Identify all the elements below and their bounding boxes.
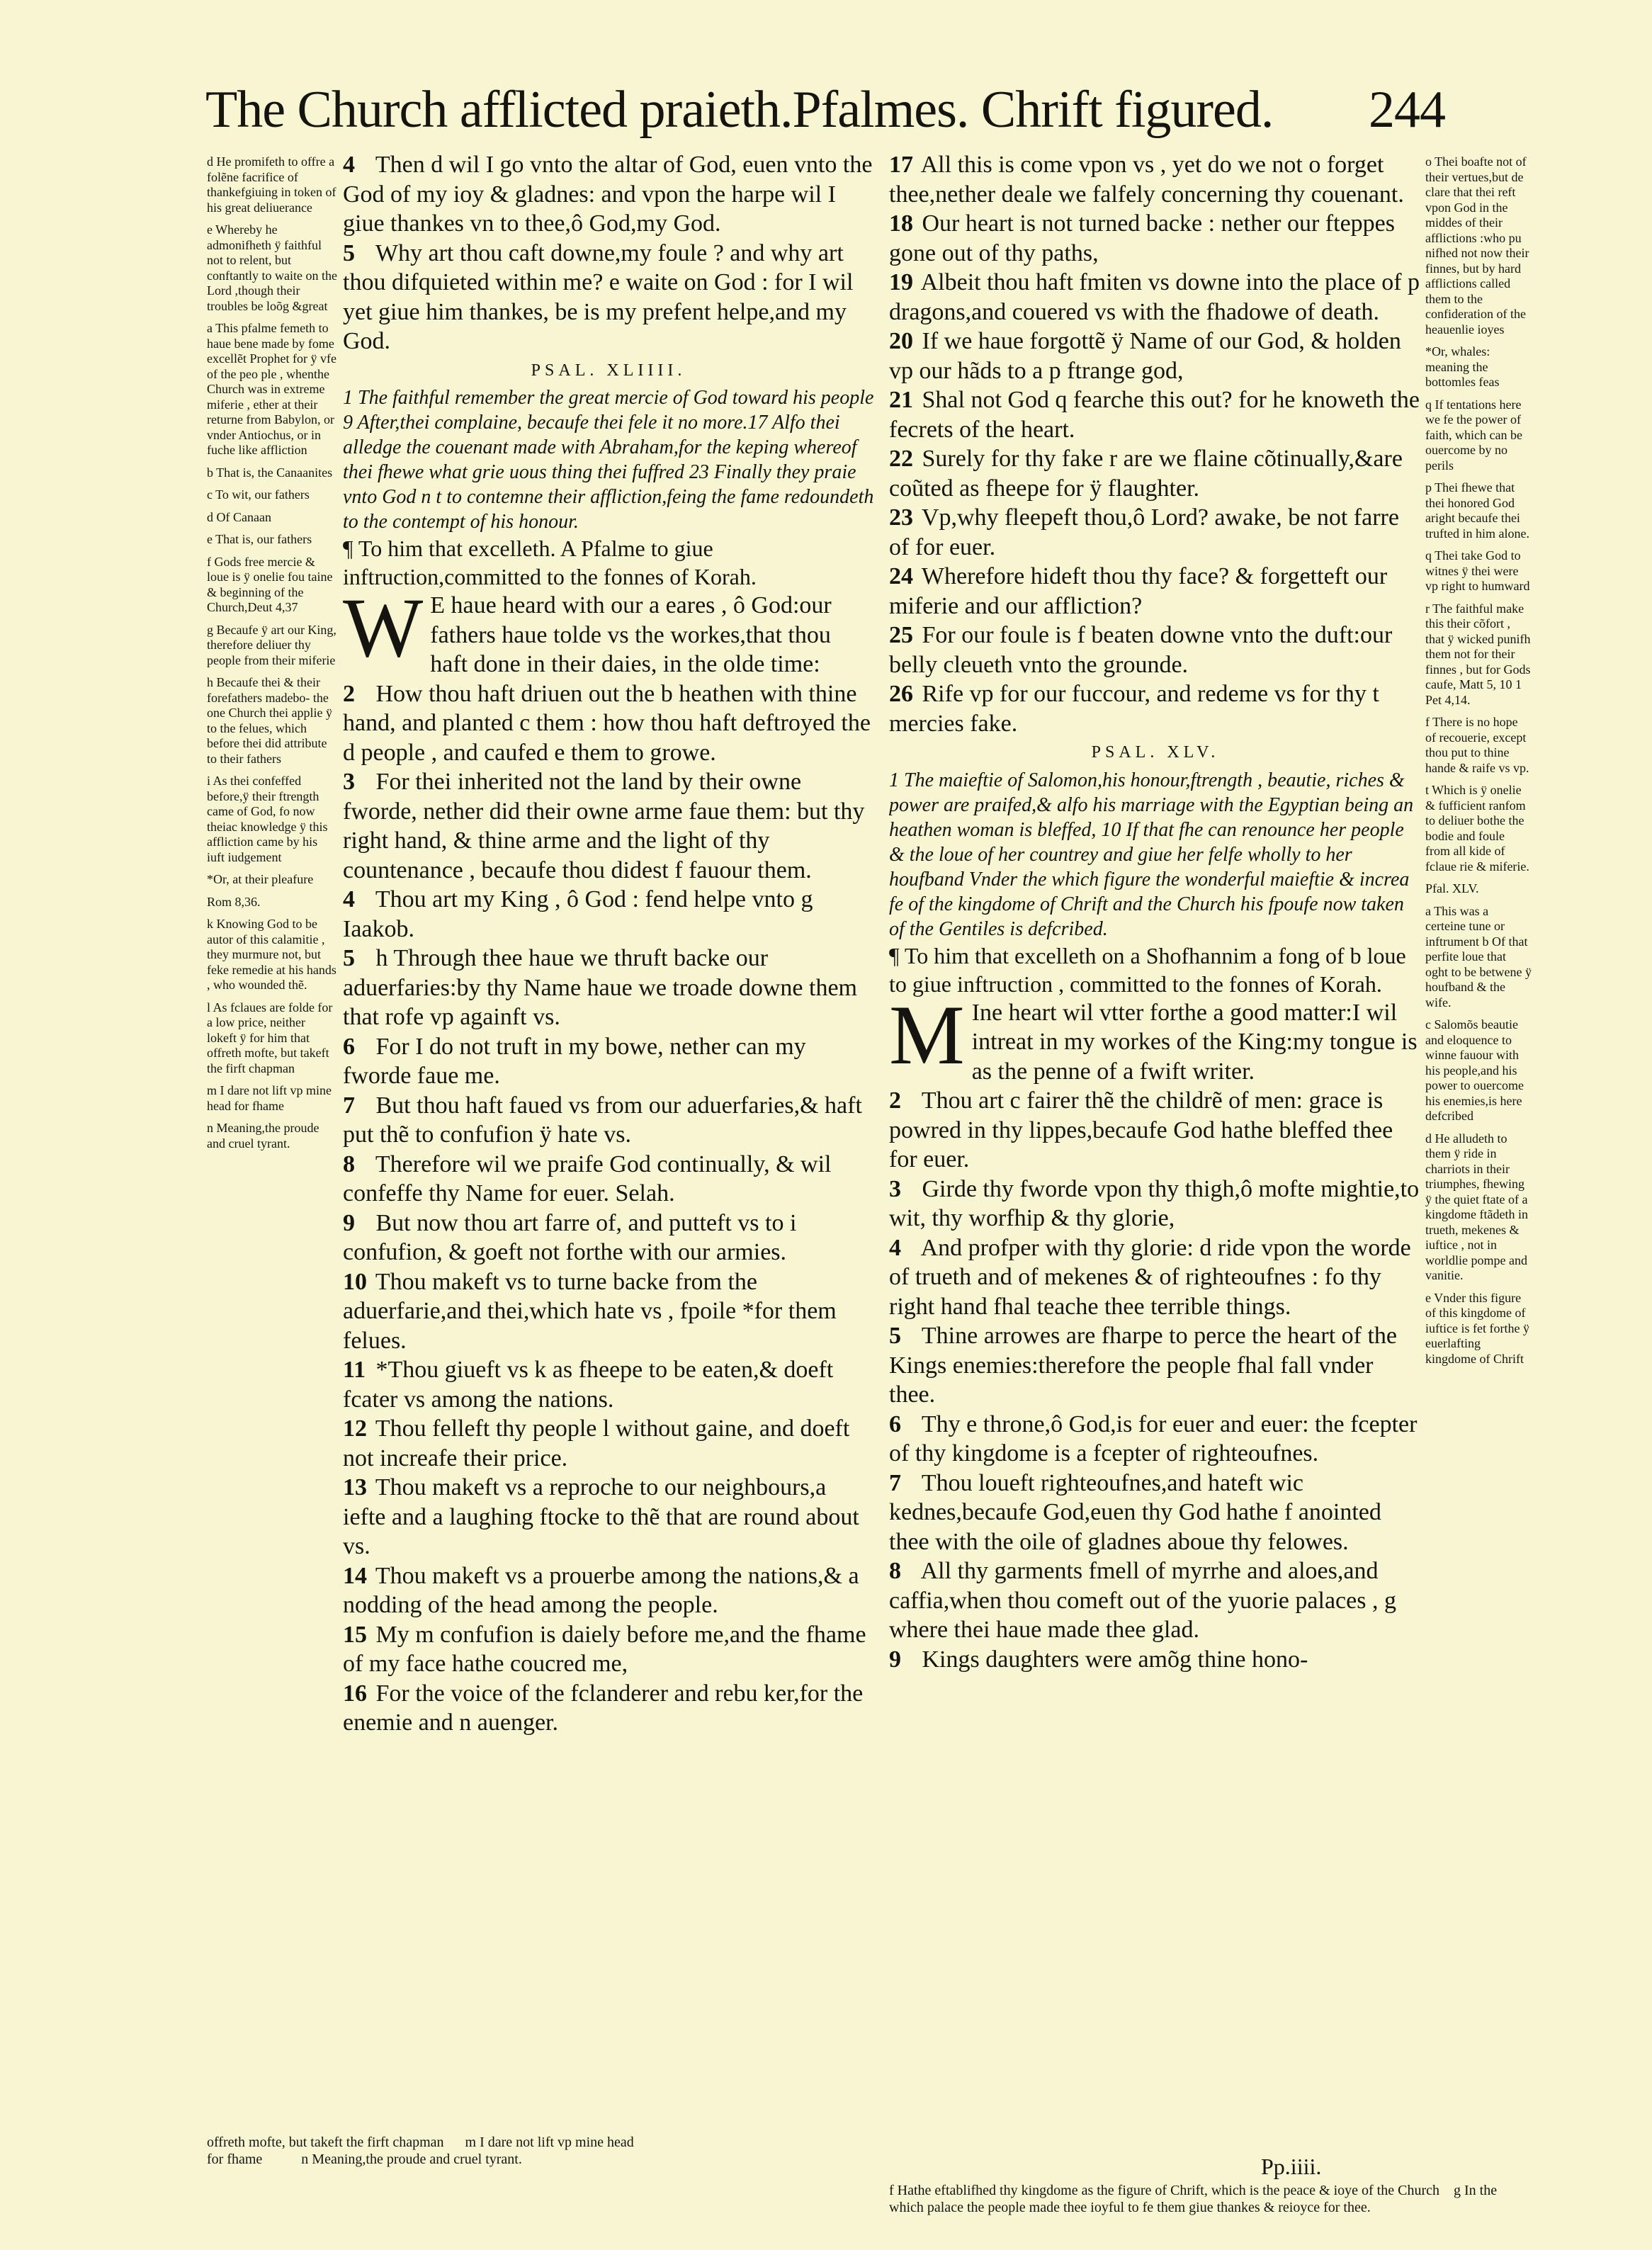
psalm-45-argument: 1 The maieftie of Salomon,his honour,ftrength , beautie, riches & power are praifed,& alfo his marriage with the Egyptian being an heathen woman is bleffed, 10 If that fhe can renounce her people & the loue of her countrey and giue her felfe wholly to her houfband Vnder the which figure the wonderful maieftie & increa fe of the kingdome of Chrift and the Church his fpoufe now taken of the Gentiles is defcribed. [889, 769, 1414, 940]
footer-left-line-1: offreth mofte, but takeft the firft chapman [207, 2135, 444, 2150]
verse-text: Thou loueft righteoufnes,and hateft wic kednes,becaufe God,euen thy God hathe f anointed thee with the oile of gladnes aboue thy felowes. [889, 1469, 1381, 1555]
left-margin-note: a This pfalme femeth to haue bene made by fome excellẽt Prophet for ÿ vfe of the peo ple , whenthe Church was in extreme miferie , ether at their returne from Babylon, or vnder Antiochus, or in fuche like affliction [207, 321, 336, 457]
verse-text: Thy e throne,ô God,is for euer and euer: the fcepter of thy kingdome is a fcepter of righteoufnes. [889, 1411, 1418, 1466]
psalm-44-verse-7 [343, 1091, 874, 1150]
verse-number: 7 [889, 1469, 901, 1496]
drop-cap-w: W [343, 580, 424, 674]
footnote-f: f Hathe eftablifhed thy kingdome as the figure of Chrift, which is the peace & ioye of the Church [889, 2183, 1439, 2198]
psalm-45-verse-3 [889, 1175, 1422, 1233]
signature-mark: Pp.iiii. [1261, 2154, 1322, 2179]
psalm-44-verse-3 [343, 767, 874, 885]
verse-text: How thou haft driuen out the b heathen with thine hand, and planted c them : how thou haft deftroyed the d people , and caufed e them to growe. [343, 680, 871, 766]
verse-text: For the voice of the fclanderer and rebu ker,for the enemie and n auenger. [343, 1680, 864, 1736]
verse-number: 9 [343, 1209, 355, 1236]
left-margin-note: c To wit, our fathers [207, 487, 310, 502]
verse-number: 23 [889, 504, 913, 531]
left-margin-note: i As thei confeffed before,ÿ their ftrength came of God, fo now theiac knowledge ÿ this affliction came by his iuft iudgement [207, 774, 328, 864]
verse-text: My m confufion is daiely before me,and the fhame of my face hathe coucred me, [343, 1621, 866, 1677]
header-title: The Church afflicted praieth.Pfalmes. Chrift figured. [205, 81, 1274, 139]
verse-text: h Through thee haue we thruft backe our aduerfaries:by thy Name haue we troade downe them that rofe vp againft vs. [343, 945, 857, 1030]
left-margin-note: *Or, at their pleafure [207, 872, 314, 886]
right-column [889, 150, 1422, 2155]
right-margin-note: r The faithful make this their cõfort , that ÿ wicked punifh them not for their finnes , but for Gods caufe, Matt 5, 10 1 Pet 4,14. [1425, 601, 1531, 707]
verse-number: 19 [889, 269, 913, 295]
psalm-44-verse-8 [343, 1150, 874, 1209]
verse-number: 5 [343, 945, 355, 971]
verse-text: And profper with thy glorie: d ride vpon the worde of trueth and of mekenes & of righteoufnes : fo thy right hand fhal teache thee terrible things. [889, 1234, 1411, 1320]
psalm-45-title: PSAL. XLV. [1091, 743, 1220, 762]
page-number: 244 [1369, 81, 1445, 139]
psalm-45-verse-7 [889, 1469, 1422, 1557]
verse-text: Thou makeft vs a prouerbe among the nations,& a nodding of the head among the people. [343, 1562, 859, 1618]
right-margin-note: e Vnder this figure of this kingdome of iuftice is fet forthe ÿ euerlafting kingdome of Chrift [1425, 1290, 1529, 1366]
psalm-44-verse-10 [343, 1267, 874, 1356]
left-margin-note: f Gods free mercie & loue is ÿ onelie fou taine & beginning of the Church,Deut 4,37 [207, 554, 333, 614]
psalm-44-verse-22 [889, 444, 1422, 503]
psalm-44-verse-20 [889, 327, 1422, 385]
verse-text: Surely for thy fake r are we flaine cõtinually,&are coũted as fheepe for ÿ flaughter. [889, 446, 1403, 502]
footer-left-row-1 [207, 2134, 873, 2151]
psalm-44-verse-23 [889, 503, 1422, 562]
verse-number: 8 [889, 1558, 901, 1584]
verse-text: Wherefore hideft thou thy face? & forgetteft our miferie and our affliction? [889, 563, 1388, 619]
verse-number: 24 [889, 563, 913, 589]
verse-number: 4 [889, 1234, 901, 1261]
verse-number: 11 [343, 1357, 366, 1383]
footer-left-row-2 [207, 2151, 873, 2168]
psalm-43-verse-5 [343, 239, 874, 356]
psalm-44-verse-5 [343, 944, 874, 1032]
left-margin-note: Rom 8,36. [207, 894, 261, 909]
verse-number: 9 [889, 1646, 901, 1673]
right-margin-notes [1425, 154, 1532, 2152]
verse-number: 21 [889, 387, 913, 413]
verse-number: 22 [889, 446, 913, 472]
verse-number: 5 [343, 239, 355, 266]
verse-text: Why art thou caft downe,my foule ? and why art thou difquieted within me? e waite on God : for I wil yet giue him thankes, be is my prefent helpe,and my God. [343, 239, 854, 354]
verse-number: 14 [343, 1562, 367, 1589]
verse-text: For thei inherited not the land by their owne fworde, nether did their owne arme faue them: but thy right hand, & thine arme and the light of thy countenance , becaufe thou didest f fauour them. [343, 769, 865, 883]
psalm-44-verse-12 [343, 1414, 874, 1473]
psalm-45-verse-1 [889, 987, 1422, 1087]
verse-text: Thou art my King , ô God : fend helpe vnto g Iaakob. [343, 886, 813, 942]
left-margin-note: e That is, our fathers [207, 532, 312, 546]
psalm-44-verse-15 [343, 1620, 874, 1679]
psalm-44-verse-19 [889, 268, 1422, 327]
psalm-45-verse-1-text: Ine heart wil vtter forthe a good matter:I wil intreat in my workes of the King:my tongue is as the penne of a fwift writer. [971, 999, 1418, 1085]
psalm-44-verse-21 [889, 385, 1422, 444]
verse-text: For I do not truft in my bowe, nether can my fworde faue me. [343, 1033, 806, 1089]
right-margin-note: a This was a certeine tune or inftrument b Of that perfite loue that oght to be betwene ÿ houfband & the wife. [1425, 903, 1532, 1010]
verse-number: 7 [343, 1092, 355, 1119]
right-margin-note: f There is no hope of recouerie, except thou put to thine hande & raife vs vp. [1425, 715, 1529, 775]
verse-number: 5 [889, 1323, 901, 1349]
psalm-44-title: PSAL. XLIIII. [531, 361, 686, 380]
verse-number: 3 [343, 769, 355, 795]
psalm-44-verse-1 [343, 580, 874, 679]
psalm-45-verse-2 [889, 1086, 1422, 1175]
psalm-44-verse-26 [889, 679, 1422, 738]
footnote-m: m I dare not lift vp mine head [465, 2135, 634, 2150]
verse-number: 16 [343, 1680, 367, 1707]
verse-text: Girde thy fworde vpon thy thigh,ô mofte mightie,to wit, thy worfhip & thy glorie, [889, 1175, 1420, 1231]
psalm-45-verse-9 [889, 1645, 1422, 1675]
verse-text: But thou haft faued vs from our aduerfaries,& haft put thẽ to confufion ÿ hate vs. [343, 1092, 862, 1148]
verse-text: Thou makeft vs a reproche to our neighbours,a iefte and a laughing ftocke to thẽ that are round about vs. [343, 1474, 859, 1559]
psalm-44-verse-24 [889, 562, 1422, 621]
verse-number: 13 [343, 1474, 367, 1500]
psalm-44-verse-13 [343, 1473, 874, 1561]
right-margin-note: *Or, whales: meaning the bottomles feas [1425, 344, 1500, 389]
verse-text: All thy garments fmell of myrrhe and aloes,and caffia,when thou comeft out of the yuorie palaces , g where thei haue made thee glad. [889, 1558, 1396, 1643]
verse-number: 3 [889, 1175, 901, 1202]
verse-number: 2 [889, 1087, 901, 1114]
psalm-44-verse-11 [343, 1355, 874, 1414]
verse-number: 12 [343, 1415, 367, 1442]
footer-right [889, 2182, 1512, 2216]
verse-text: Kings daughters were amõg thine hono- [922, 1646, 1308, 1673]
left-margin-note: e Whereby he admonifheth ÿ faithful not to relent, but conftantly to waite on the Lord ,though their troubles be loõg &great [207, 222, 337, 313]
left-margin-note: g Becaufe ÿ art our King, therefore deliuer thy people from their miferie [207, 622, 336, 667]
psalm-44-verse-9 [343, 1209, 874, 1267]
psalm-44-verse-4 [343, 885, 874, 944]
psalm-44-verse-18 [889, 209, 1422, 268]
footer-left [207, 2134, 873, 2168]
verse-text: *Thou giueft vs k as fheepe to be eaten,& doeft fcater vs among the nations. [343, 1357, 834, 1413]
psalm-45-verse-5 [889, 1321, 1422, 1410]
psalm-44-verse-16 [343, 1679, 874, 1738]
drop-cap-m: M [889, 987, 965, 1082]
running-header [205, 71, 1466, 149]
verse-text: But now thou art farre of, and putteft vs to i confufion, & goeft not forthe with our armies. [343, 1209, 797, 1265]
psalm-44-verse-1-text: E haue heard with our a eares , ô God:our fathers haue tolde vs the workes,that thou haft done in their daies, in the olde time: [430, 592, 832, 677]
right-margin-note: q If tentations here we fe the power of faith, which can be ouercome by no perils [1425, 397, 1522, 473]
psalm-44-verse-14 [343, 1561, 874, 1620]
left-margin-note: m I dare not lift vp mine head for fhame [207, 1083, 332, 1113]
verse-number: 26 [889, 681, 913, 707]
verse-number: 4 [343, 886, 355, 912]
psalm-44-verse-6 [343, 1032, 874, 1091]
verse-text: Shal not God q fearche this out? for he knoweth the fecrets of the heart. [889, 387, 1420, 443]
psalm-44-verse-25 [889, 621, 1422, 679]
psalm-43-verse-4 [343, 150, 874, 239]
verse-number: 17 [889, 152, 913, 178]
verse-text: Albeit thou haft fmiten vs downe into the place of p dragons,and couered vs with the fhadowe of death. [889, 269, 1420, 325]
verse-number: 2 [343, 680, 355, 707]
psalm-44-verse-17 [889, 150, 1422, 209]
right-margin-note: o Thei boafte not of their vertues,but de clare that thei reft vpon God in the middes of their afflictions :who pu nifhed not now their finnes, but by hard afflictions called them to the confideration of the heauenlie ioyes [1425, 154, 1529, 337]
footnote-n: n Meaning,the proude and cruel tyrant. [301, 2152, 522, 2167]
verse-text: All this is come vpon vs , yet do we not o forget thee,nether deale we falfely concerning thy couenant. [889, 152, 1404, 208]
left-margin-note: d Of Canaan [207, 509, 271, 524]
right-margin-note: d He alludeth to them ÿ ride in charriots in their triumphes, fhewing ÿ the quiet ftate of a kingdome ftãdeth in trueth, mekenes & iuftice , not in worldlie pompe and vanitie. [1425, 1131, 1528, 1282]
verse-text: Thine arrowes are fharpe to perce the heart of the Kings enemies:therefore the people fhal fall vnder thee. [889, 1323, 1398, 1408]
right-margin-note: q Thei take God to witnes ÿ thei were vp right to humward [1425, 548, 1530, 593]
left-margin-note: l As fclaues are folde for a low price, neither lokeft ÿ for him that offreth mofte, but takeft the firft chapman [207, 1000, 333, 1075]
verse-number: 8 [343, 1151, 355, 1177]
verse-number: 20 [889, 328, 913, 354]
verse-text: If we haue forgottẽ ÿ Name of our God, & holden vp our hãds to a p ftrange god, [889, 328, 1401, 384]
psalm-45-dedication: ¶ To him that excelleth on a Shofhannim a fong of b loue to giue inftruction , committed to the fonnes of Korah. [889, 942, 1406, 997]
verse-number: 6 [343, 1033, 355, 1060]
psalm-45-verse-6 [889, 1410, 1422, 1469]
verse-number: 25 [889, 622, 913, 648]
left-margin-note: d He promifeth to offre a folẽne facrifice of thankefgiuing in token of his great deliuerance [207, 154, 336, 215]
verse-number: 15 [343, 1621, 367, 1648]
left-margin-note: n Meaning,the proude and cruel tyrant. [207, 1121, 319, 1151]
psalm-45-verse-4 [889, 1233, 1422, 1322]
right-margin-note: c Salomõs beautie and eloquence to winne fauour with his people,and his power to ouercome his enemies,is here defcribed [1425, 1017, 1524, 1123]
psalm-44-verse-2 [343, 679, 874, 768]
psalm-45-verse-8 [889, 1556, 1422, 1645]
psalm-44-dedication: ¶ To him that excelleth. A Pfalme to giue inftruction,committed to the fonnes of Korah. [343, 536, 757, 589]
footnote-g: g In the which palace the people made thee ioyful to fe them giue thankes & reioyce for thee. [889, 2183, 1498, 2215]
left-margin-note: b That is, the Canaanites [207, 465, 333, 480]
verse-text: For our foule is f beaten downe vnto the duft:our belly cleueth vnto the grounde. [889, 622, 1393, 678]
verse-number: 4 [343, 152, 355, 178]
verse-text: Thou art c fairer thẽ the childrẽ of men: grace is powred in thy lippes,becaufe God hathe bleffed thee for euer. [889, 1087, 1393, 1172]
right-margin-note: p Thei fhewe that thei honored God aright becaufe thei trufted in him alone. [1425, 480, 1529, 541]
left-margin-note: k Knowing God to be autor of this calamitie , they murmure not, but feke remedie at his hands , who wounded thẽ. [207, 917, 336, 992]
verse-text: Then d wil I go vnto the altar of God, euen vnto the God of my ioy & gladnes: and vpon the harpe wil I giue thankes vn to thee,ô God,my God. [343, 152, 873, 237]
verse-text: Rife vp for our fuccour, and redeme vs for thy t mercies fake. [889, 681, 1379, 737]
psalm-44-argument: 1 The faithful remember the great mercie of God toward his people 9 After,thei complaine, becaufe thei fele it no more.17 Alfo thei alledge the couenant made with Abraham,for the keping whereof thei fhewe what grie uous thing thei fuffred 23 Finally they praie vnto God n t to contemne their affliction,feing the fame redoundeth to the contempt of his honour. [343, 387, 874, 533]
verse-text: Our heart is not turned backe : nether our fteppes gone out of thy paths, [889, 210, 1395, 266]
verse-text: Thou felleft thy people l without gaine, and doeft not increafe their price. [343, 1415, 850, 1471]
left-margin-note: h Becaufe thei & their forefathers madebo- the one Church thei applie ÿ to the felues, which before thei did attribute to their fathers [207, 675, 332, 766]
verse-text: Thou makeft vs to turne backe from the aduerfarie,and thei,which hate vs , fpoile *for them felues. [343, 1268, 837, 1354]
right-margin-note: Pfal. XLV. [1425, 881, 1479, 895]
verse-text: Therefore wil we praife God continually, & wil confeffe thy Name for euer. Selah. [343, 1151, 832, 1206]
verse-number: 18 [889, 210, 913, 237]
verse-number: 6 [889, 1411, 901, 1437]
right-margin-note: t Which is ÿ onelie & fufficient ranfom to deliuer bothe the bodie and foule from all kide of fclaue rie & miferie. [1425, 783, 1529, 874]
footer-left-line-2: for fhame [207, 2152, 263, 2167]
left-margin-notes [207, 154, 338, 2124]
verse-text: Vp,why fleepeft thou,ô Lord? awake, be not farre of for euer. [889, 504, 1399, 560]
left-column [343, 150, 874, 2130]
verse-number: 10 [343, 1268, 367, 1295]
